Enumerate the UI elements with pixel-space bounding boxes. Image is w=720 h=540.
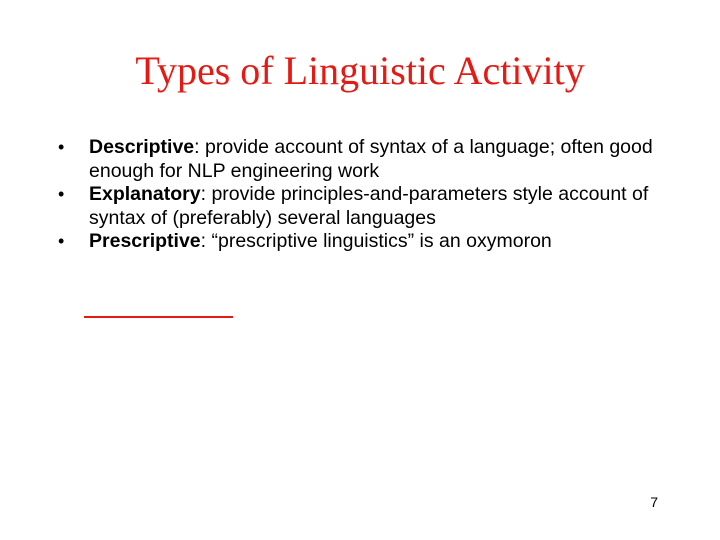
bullet-term: Explanatory bbox=[89, 183, 201, 205]
slide-title: Types of Linguistic Activity bbox=[135, 48, 585, 93]
bullet-explanatory bbox=[58, 183, 708, 230]
bullet-icon: • bbox=[58, 137, 65, 157]
bullet-term: Prescriptive bbox=[89, 230, 201, 252]
page-number: 7 bbox=[650, 494, 658, 510]
bullet-prescriptive bbox=[58, 230, 708, 254]
bullet-term: Descriptive bbox=[89, 136, 195, 158]
red-underline-annotation bbox=[84, 316, 233, 318]
bullet-icon: • bbox=[58, 231, 65, 251]
bullet-text: : provide principles-and-parameters style account of syntax of (preferably) several languages bbox=[89, 183, 649, 229]
bullet-list bbox=[58, 136, 708, 254]
bullet-icon: • bbox=[58, 184, 65, 204]
bullet-text: : provide account of syntax of a language; often good enough for NLP engineering work bbox=[89, 136, 653, 182]
bullet-text: : “prescriptive linguistics” is an oxymoron bbox=[200, 230, 552, 252]
bullet-descriptive bbox=[58, 136, 708, 183]
